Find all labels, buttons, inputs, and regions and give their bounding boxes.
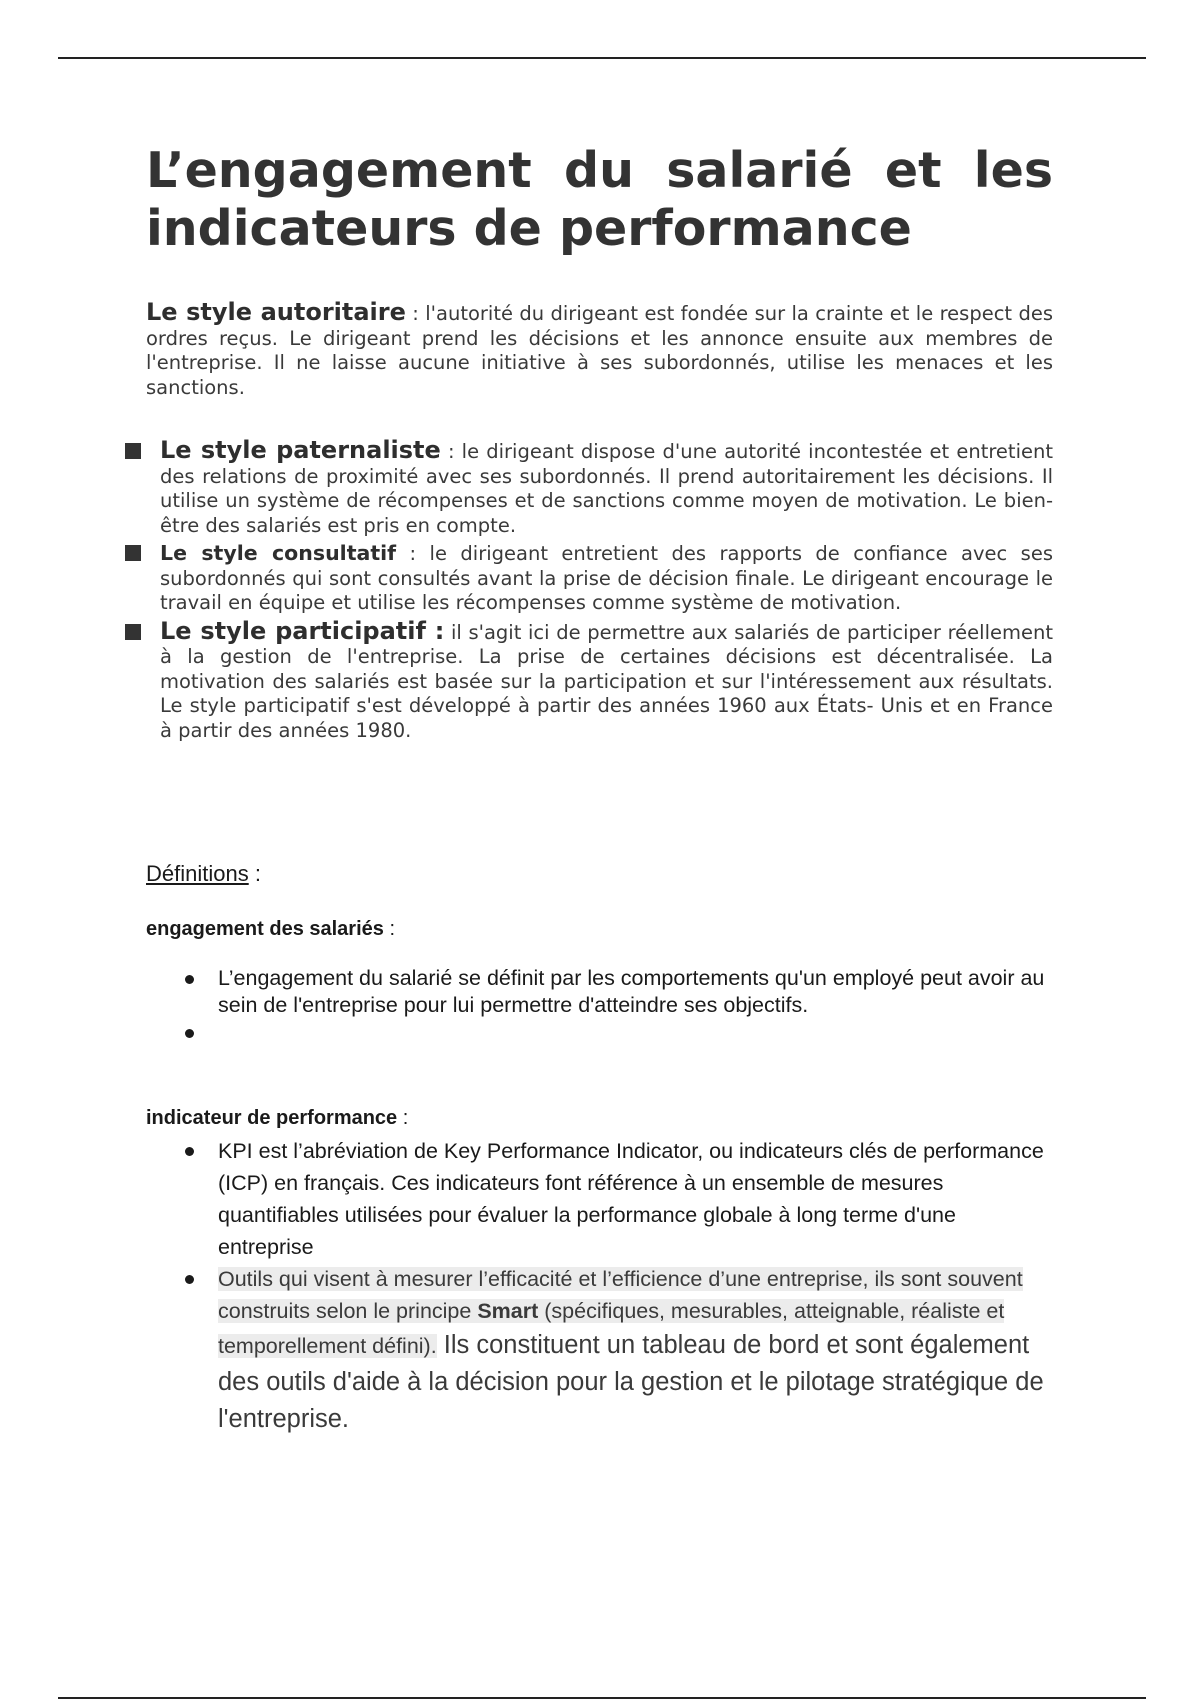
indicateur-heading-label: indicateur de performance (146, 1107, 398, 1129)
list-item-style-consultatif (125, 541, 1053, 616)
styles-list (125, 438, 1053, 743)
engagement-heading-suffix: : (383, 918, 396, 940)
square-bullet-icon (125, 624, 141, 640)
style-paternaliste-lead: Le style paternaliste (160, 436, 441, 464)
engagement-definition: L’engagement du salarié se définit par les comportements qu'un employé peut avoir au sein de l'entreprise pour lui permettre d'atteindre ses objectifs. (218, 966, 1045, 1017)
engagement-heading-label: engagement des salariés (146, 918, 384, 940)
top-rule (58, 57, 1146, 59)
bottom-rule (58, 1697, 1146, 1699)
list-item (146, 965, 1053, 1019)
list-item-style-participatif (125, 616, 1053, 744)
style-consultatif-text: : le dirigeant entretient des rapports de confiance avec ses subordonnés qui sont consultés avant la prise de décision finale. Le dirigeant encourage le travail en équipe et utilise les récompenses comme système de motivation. (160, 542, 1053, 614)
square-bullet-icon (125, 443, 141, 459)
style-participatif-lead: Le style participatif : (160, 616, 445, 645)
engagement-list (146, 965, 1053, 1046)
bullet-dot-icon (185, 1029, 194, 1038)
engagement-heading (146, 918, 395, 941)
list-item (146, 1263, 1053, 1438)
smart-term: Smart (477, 1299, 539, 1323)
bullet-dot-icon (185, 975, 194, 984)
paragraph-style-autoritaire (146, 300, 1053, 400)
style-paternaliste-text: : le dirigeant dispose d'une autorité incontestée et entretient des relations de proximité avec ses subordonnés. Il prend autoritairement les décisions. Il utilise un système de récompenses et de sanctions comme moyen de motivation. Le bien-être des salariés est pris en compte. (160, 440, 1053, 537)
list-item (146, 1135, 1053, 1263)
list-item-style-paternaliste (125, 438, 1053, 538)
definitions-heading-suffix: : (248, 861, 261, 886)
style-consultatif-lead: Le style consultatif (160, 541, 397, 565)
bullet-dot-icon (185, 1147, 194, 1156)
page-title: L’engagement du salarié et les indicateurs de performance (146, 142, 1053, 257)
outils-text-part1: Outils qui visent à mesurer l’efficacité et l’efficience d’une entreprise, ils sont souvent construits selon le principe (218, 1267, 1023, 1323)
list-item (146, 1019, 1053, 1046)
outils-text-tail: Ils constituent un tableau de bord et sont également des outils d'aide à la décision pour la gestion et le pilotage stratégique de l'entreprise. (218, 1331, 1044, 1433)
indicateur-heading-suffix: : (397, 1107, 409, 1129)
indicateur-heading (146, 1107, 408, 1130)
definitions-heading (146, 861, 261, 887)
bullet-dot-icon (185, 1275, 194, 1284)
square-bullet-icon (125, 545, 141, 561)
style-participatif-text: il s'agit ici de permettre aux salariés de participer réellement à la gestion de l'entreprise. La prise de certaines décisions est décentralisée. La motivation des salariés est basée sur la participation et sur l'intéressement aux résultats. Le style participatif s'est développé à partir des années 1960 aux États- Unis et en France à partir des années 1980. (160, 620, 1053, 742)
definitions-heading-label: Définitions (146, 861, 249, 886)
style-autoritaire-text: : l'autorité du dirigeant est fondée sur la crainte et le respect des ordres reçus. Le dirigeant prend les décisions et les annonce ensuite aux membres de l'entreprise. Il ne laisse aucune initiative à ses subordonnés, utilise les menaces et les sanctions. (146, 302, 1054, 399)
indicateur-list (146, 1135, 1053, 1438)
outils-text-part2: (spécifiques, mesurables, atteignable, réaliste et temporellement défini). (218, 1299, 1005, 1358)
style-autoritaire-lead: Le style autoritaire (146, 298, 406, 326)
kpi-definition: KPI est l’abréviation de Key Performance Indicator, ou indicateurs clés de performance (ICP) en français. Ces indicateurs font référence à un ensemble de mesures quantifiables utilisées pour évaluer la performance globale à long terme d'une entreprise (218, 1139, 1044, 1259)
